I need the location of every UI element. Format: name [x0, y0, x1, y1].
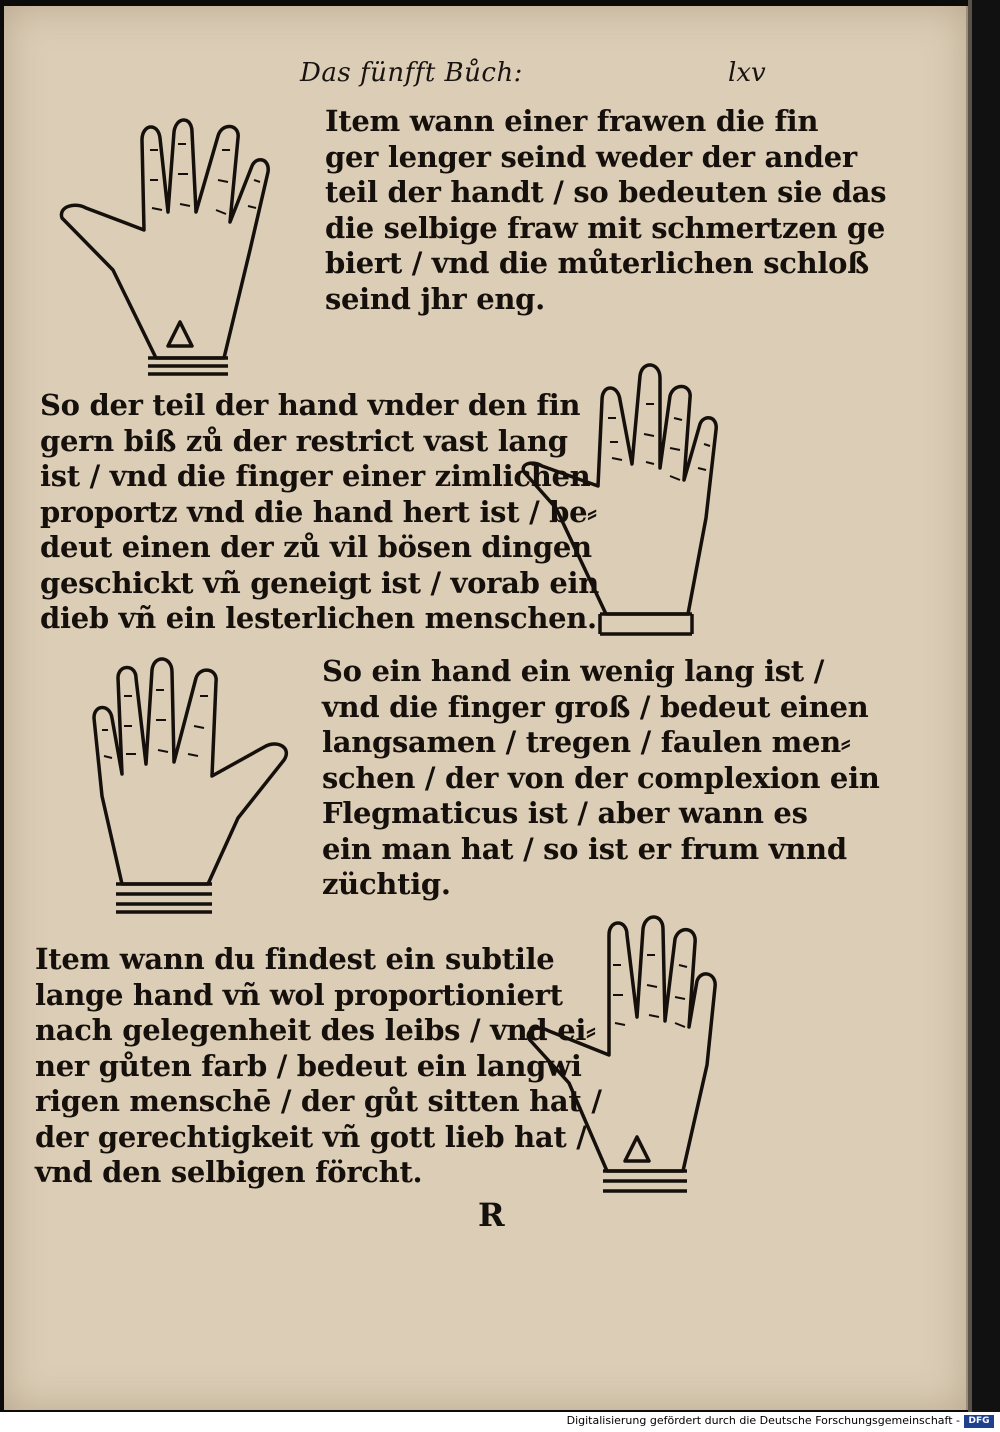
text-line: biert / vnd die můterlichen schloß — [325, 246, 869, 280]
text-line: Item wann du findest ein subtile — [35, 942, 555, 976]
text-line: Item wann einer frawen die fin — [325, 104, 819, 138]
text-line: lange hand vñ wol proportioniert — [35, 977, 563, 1012]
text-line: rigen menschē / der gůt sitten hat / — [35, 1084, 602, 1118]
text-line: teil der handt / so bedeuten sie das — [325, 175, 887, 209]
hand-illustration-3 — [88, 656, 300, 918]
text-line: ner gůten farb / bedeut ein langwi — [35, 1048, 582, 1083]
text-line: deut einen der zů vil bösen dingen — [40, 530, 592, 564]
footer-bar — [0, 1412, 1000, 1432]
paragraph-4 — [35, 942, 602, 1191]
text-line: geschickt vñ geneigt ist / vorab ein — [40, 565, 600, 600]
running-title: Das fünfft Bůch: — [300, 58, 523, 88]
text-line: die selbige fraw mit schmertzen ge — [325, 210, 886, 245]
text-line: ger lenger seind weder der ander — [325, 139, 857, 174]
text-line: Flegmaticus ist / aber wann es — [322, 796, 808, 830]
page-fore-edge — [968, 0, 972, 1412]
text-line: der gerechtigkeit vñ gott lieb hat / — [35, 1119, 587, 1154]
dfg-logo: DFG — [964, 1415, 994, 1428]
text-line: vnd die finger groß / bedeut einen — [322, 689, 869, 724]
text-line: ist / vnd die finger einer zimlichen — [40, 459, 591, 493]
signature-mark: R — [478, 1196, 505, 1234]
palm-drawing-1 — [58, 110, 278, 382]
text-line: schen / der von der complexion ein — [322, 760, 880, 795]
text-line: nach gelegenheit des leibs / vnd ei⸗ — [35, 1013, 596, 1047]
paragraph-3 — [322, 654, 880, 903]
text-line: dieb vñ ein lesterlichen menschen. — [40, 601, 597, 635]
text-line: ein man hat / so ist er frum vnnd — [322, 831, 847, 866]
palm-drawing-3 — [88, 656, 300, 918]
funding-credit: Digitalisierung gefördert durch die Deutsche Forschungsgemeinschaft - — [566, 1414, 960, 1427]
text-line: gern biß zů der restrict vast lang — [40, 423, 568, 458]
text-line: züchtig. — [322, 867, 451, 901]
text-line: So der teil der hand vnder den fin — [40, 388, 581, 422]
paragraph-2 — [40, 388, 599, 637]
text-line: seind jhr eng. — [325, 281, 545, 316]
paragraph-1 — [325, 104, 886, 317]
text-line: proportz vnd die hand hert ist / be⸗ — [40, 494, 597, 529]
text-line: langsamen / tregen / faulen men⸗ — [322, 725, 851, 759]
text-line: So ein hand ein wenig lang ist / — [322, 654, 824, 688]
scan-edge-strip — [968, 0, 1000, 1412]
folio-number: lxv — [728, 58, 766, 88]
text-line: vnd den selbigen förcht. — [35, 1155, 423, 1189]
hand-illustration-1 — [58, 110, 278, 382]
